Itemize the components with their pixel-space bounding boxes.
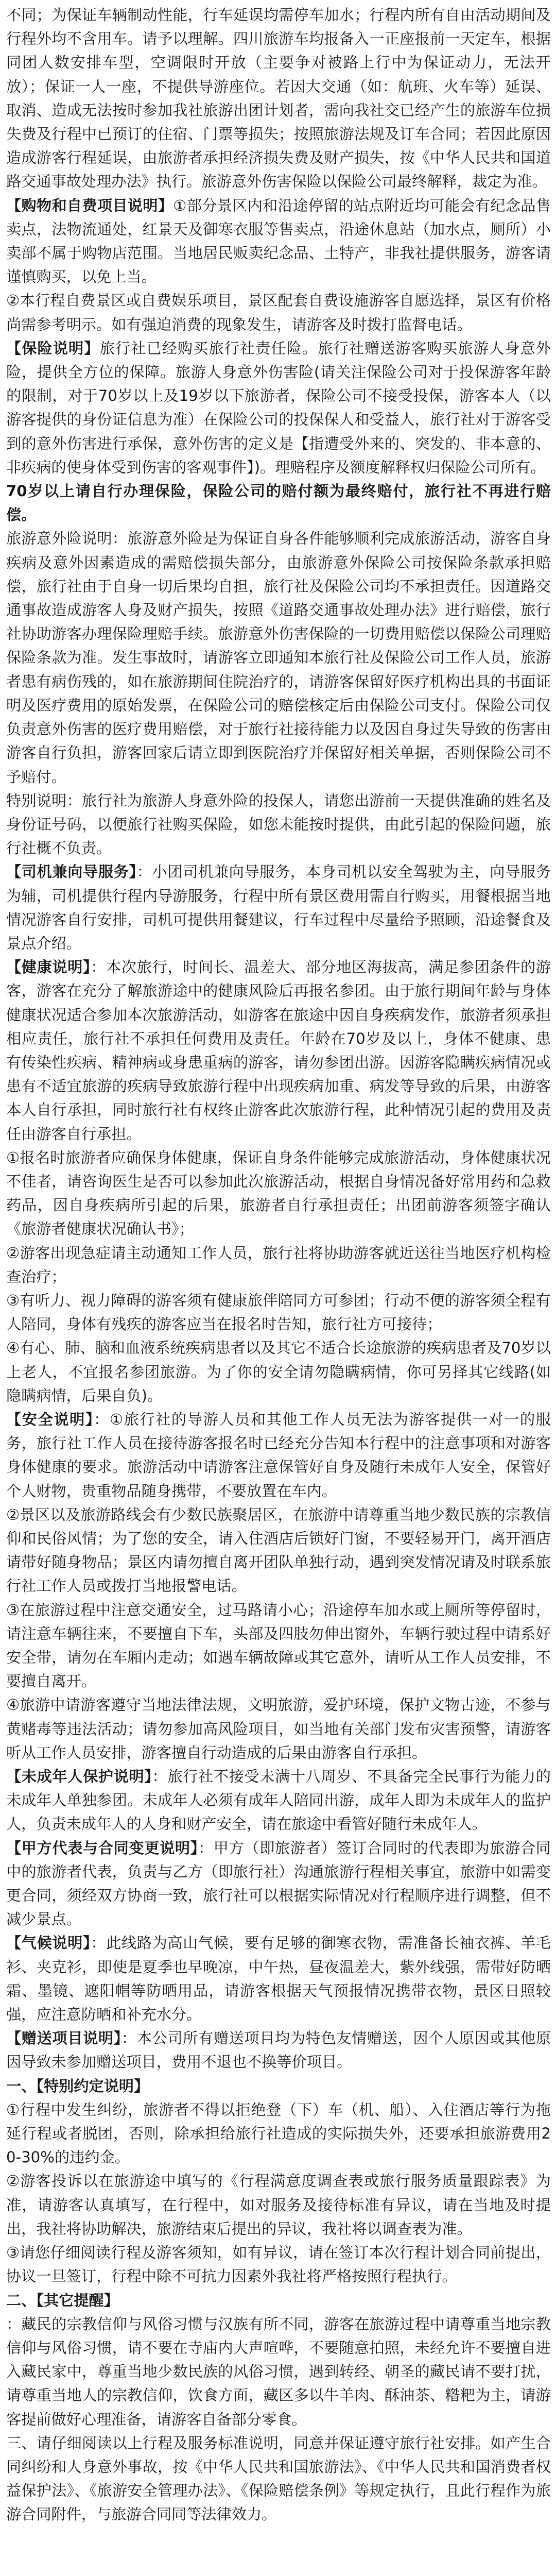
paragraph <box>6 955 551 1146</box>
paragraph-text: 二、【其它提醒】 <box>6 2291 119 2309</box>
paragraph <box>6 2098 551 2170</box>
paragraph-text: ②游客投诉以在旅游途中填写的《行程满意度调查表或旅行服务质量跟踪表》为准，请游客认真填写，在行程中，如对服务及接待标准有异议，请在当地及时提出，我社将协助解决，旅游结束后提出的异议，我社将以调查表为准。 <box>6 2172 551 2238</box>
paragraph <box>6 2074 551 2098</box>
section-heading: 【保险说明】 <box>6 339 100 357</box>
section-heading: 【安全说明】 <box>6 1410 94 1428</box>
paragraph <box>6 1336 551 1408</box>
section-heading: 【未成年人保护说明】 <box>6 1768 152 1786</box>
paragraph <box>6 336 551 479</box>
paragraph-text: ：小团司机兼向导服务，本身司机以安全驾驶为主，向导服务为辅，司机提供行程内导游服务，行程中所有景区费用需自行购买，用餐根据当地情况游客自行安排，司机可提供用餐建议，行车过程中尽量给予照顾，沿途餐食及景点介绍。 <box>6 863 551 952</box>
section-heading: 【健康说明】 <box>6 958 91 976</box>
paragraph <box>6 1146 551 1241</box>
paragraph-text: ②景区以及旅游路线会有少数民族聚居区，在旅游中请尊重当地少数民族的宗教信仰和民俗风情；为了您的安全，请入住酒店后锁好门窗，不要轻易开门，离开酒店请带好随身物品；景区内请勿擅自离开团队单独行动，遇到突发情况请及时联系旅行社工作人员或拨打当地报警电话。 <box>6 1505 551 1595</box>
paragraph-text: ：本次旅行，时间长、温差大、部分地区海拔高，满足参团条件的游客，游客在充分了解旅游途中的健康风险后再报名参团。由于旅行期间年龄与身体健康状况适合参加本次旅游活动，如游客在旅途中因自身疾病发作，旅游者须承担相应责任，旅行社不承担任何费用及责任。年龄在70岁及以上，身体不健康、患有传染性疾病、精神病或身患重病的游客，请勿参团出游。因游客隐瞒疾病情况或患有不适宜旅游的疾病导致旅游行程中出现疾病加重、病发等导致的后果，由游客本人自行承担，同时旅行社有权终止游客此次旅游行程，此种情况引起的费用及责任由游客自行承担。 <box>6 958 551 1143</box>
paragraph-text: ：本公司所有赠送项目均为特色友情赠送，因个人原因或其他原因导致未参加赠送项目，费用不退也不换等价项目。 <box>6 2029 551 2071</box>
paragraph-text: ③有听力、视力障碍的游客须有健康旅伴陪同方可参团；行动不便的游客须全程有人陪同，身体有残疾的游客应当在报名时告知，旅行社方可接待； <box>6 1291 551 1333</box>
paragraph-text: 三、请仔细阅读以上行程及服务标准说明，同意并保证遵守旅行社安排。如产生合同纠纷和人身意外事故，按《中华人民共和国旅游法》、《中华人民共和国消费者权益保护法》、《旅游安全管理办法》、《保险赔偿条例》等规定执行，且此行程作为旅游合同附件，与旅游合同同等法律效力。 <box>6 2434 551 2523</box>
paragraph <box>6 2169 551 2241</box>
paragraph-text: ②本行程自费景区或自费娱乐项目，景区配套自费设施游客自愿选择，景区有价格尚需参考明示。如有强迫消费的现象发生，请游客及时拨打监督电话。 <box>6 292 551 333</box>
section-heading: 【司机兼向导服务】 <box>6 863 137 881</box>
section-heading: 【甲方代表与合同变更说明】 <box>6 1839 198 1857</box>
paragraph <box>6 1765 551 1836</box>
paragraph-text: ④有心、肺、脑和血液系统疾病患者以及其它不适合长途旅游的疾病患者及70岁以上老人，不宜报名参团旅游。为了你的安全请勿隐瞒病情，你可另择其它线路(如隐瞒病情，后果自负)。 <box>6 1339 551 1404</box>
paragraph <box>6 3 551 194</box>
paragraph <box>6 2289 551 2312</box>
paragraph-text: 旅游意外险说明：旅游意外险是为保证自身各件能够顺利完成旅游活动，游客自身疾病及意外因素造成的需赔偿损失部分，由旅游意外保险公司按保险条款承担赔偿，旅行社由于自身一切后果均自担，旅行社及保险公司均不承担责任。因道路交通事故造成游客人身及财产损失，按照《道路交通事故处理办法》进行赔偿，旅行社协助游客办理保险理赔手续。旅游意外伤害保险的一切费用赔偿以保险公司理赔保险条款为准。发生事故时，请游客立即通知本旅行社及保险公司工作人员，旅游者患有病伤残的，如在旅游期间住院治疗的，请游客保留好医疗机构出具的书面证明及医疗费用的原始发票，在保险公司的赔偿核定后由保险公司支付。保险公司仅负责意外伤害的医疗费用赔偿，对于旅行社接待能力以及因自身过失导致的伤害由游客自行负担，游客回家后请立即到医院治疗并保留好相关单据，否则保险公司不予赔付。 <box>6 530 551 786</box>
paragraph <box>6 860 551 955</box>
paragraph <box>6 1693 551 1765</box>
paragraph-text: ③在旅游过程中注意交通安全，过马路请小心；沿途停车加水或上厕所等停留时，请注意车辆往来，不要擅自下车，头部及四肢勿伸出窗外，车辆行驶过程中请系好安全带，请勿在车厢内走动；如遇车辆故障或其它意外，请听从工作人员安排，不要擅自离开。 <box>6 1601 551 1690</box>
paragraph-text: ①行程中发生纠纷，旅游者不得以拒绝登（下）车（机、船）、入住酒店等行为拖延行程或者脱团，否则，除承担给旅行社造成的实际损失外，还要承担旅游费用20-30%的违约金。 <box>6 2100 551 2166</box>
paragraph <box>6 1836 551 1931</box>
section-heading: 【购物和自费项目说明】 <box>6 196 173 214</box>
paragraph-text: 一、【特别约定说明】 <box>6 2077 149 2095</box>
paragraph <box>6 479 551 527</box>
paragraph-text: 特别说明：旅行社为旅游人身意外险的投保人，请您出游前一天提供准确的姓名及身份证号码，以便旅行社购买保险，如您未能按时提供，由此引起的保险问题，旅行社概不负责。 <box>6 791 551 857</box>
paragraph <box>6 194 551 289</box>
paragraph-text: ：①旅行社的导游人员和其他工作人员无法为游客提供一对一的服务，旅行社工作人员在接待游客报名时已经充分告知本行程中的注意事项和对游客身体健康的要求。旅游活动中请游客注意保管好自身及随行未成年人安全，保管好个人财物，贵重物品随身携带，不要放置在车内。 <box>6 1410 551 1500</box>
paragraph-text: ：此线路为高山气候，要有足够的御寒衣物，需准备长袖衣裤、羊毛衫、夹克衫，即使是夏季也早晚凉，中午热，昼夜温差大，紫外线强，需带好防晒霜、墨镜、遮阳帽等防晒用品，请游客根据天气预报情况携带衣物，景区日照较强，应注意防晒和补充水分。 <box>6 1934 551 2024</box>
paragraph <box>6 1598 551 1693</box>
paragraph-text: 不同；为保证车辆制动性能，行车延误均需停车加水；行程内所有自由活动期间及行程外均不含用车。请予以理解。四川旅游车均报备入一正座报前一天定车，根据同团人数安排车型，空调限时开放（主要争对被路上行中为保证动力，无法开放）；保证一人一座，不提供导游座位。若因大交通（如：航班、火车等）延误、取消、造成无法按时参加我社旅游出团计划者，需向我社交已经产生的旅游车位损失费及行程中已预订的住宿、门票等损失；按照旅游法规及订车合同；若因此原因造成游客行程延误，由旅游者承担经济损失费及财产损失，按《中华人民共和国道路交通事故处理办法》执行。旅游意外伤害保险以保险公司最终解释，裁定为准。 <box>6 6 551 191</box>
paragraph-text: ①部分景区内和沿途停留的站点附近均可能会有纪念品售卖点，法物流通处，红景天及御寒衣服等售卖点，沿途休息站（加水点，厕所）小卖部不属于购物店范围。当地居民贩卖纪念品、土特产，非我社提供服务，游客请谨慎购买，以免上当。 <box>6 196 551 286</box>
paragraph <box>6 1931 551 2026</box>
paragraph <box>6 527 551 788</box>
paragraph-text: ：甲方（即旅游者）签订合同时的代表即为旅游合同中的旅游者代表，负责与乙方（即旅行社）沟通旅游行程相关事宜，旅游中如需变更合同，须经双方协商一致，旅行社可以根据实际情况对行程顺序进行调整，但不减少景点。 <box>6 1839 551 1928</box>
paragraph <box>6 2241 551 2288</box>
paragraph-text: ：藏民的宗教信仰与风俗习惯与汉族有所不同，游客在旅游过程中请尊重当地宗教信仰与风俗习惯，请不要在寺庙内大声喧哗，不要随意拍照，未经允许不要擅自进入藏民家中，尊重当地少数民族的风俗习惯，遇到转经、朝圣的藏民请不要打扰，请尊重当地人的宗教信仰，饮食方面，藏区多以牛羊肉、酥油茶、糌粑为主，请游客提前做好心理准备，请游客自备部分零食。 <box>6 2315 551 2428</box>
paragraph-text: 70岁以上请自行办理保险，保险公司的赔付额为最终赔付，旅行社不再进行赔偿。 <box>6 482 551 524</box>
paragraph <box>6 789 551 860</box>
paragraph-text: ：旅行社不接受未满十八周岁、不具备完全民事行为能力的未成年人单独参团。未成年人必须有成年人陪同出游，成年人即为未成年人的监护人，负责未成年人的人身和财产安全，请在旅途中看管好随行未成年人。 <box>6 1768 551 1833</box>
paragraph <box>6 1241 551 1289</box>
paragraph-text: ④旅游中请游客遵守当地法律法规，文明旅游，爱护环境，保护文物古迹，不参与黄赌毒等违法活动；请勿参加高风险项目，如当地有关部门发布灾害预警，请游客听从工作人员安排，游客擅自行动造成的后果由游客自行承担。 <box>6 1696 551 1761</box>
section-heading: 【气候说明】 <box>6 1934 91 1952</box>
paragraph <box>6 1408 551 1503</box>
paragraph <box>6 1289 551 1336</box>
paragraph <box>6 2312 551 2431</box>
section-heading: 【赠送项目说明】 <box>6 2029 121 2047</box>
paragraph <box>6 1503 551 1598</box>
paragraph <box>6 2431 551 2527</box>
paragraph-text: ②游客出现急症请主动通知工作人员，旅行社将协助游客就近送往当地医疗机构检查治疗； <box>6 1244 551 1285</box>
paragraph <box>6 289 551 336</box>
paragraph <box>6 2026 551 2074</box>
paragraph-text: ③请您仔细阅读行程及游客须知，如有异议，请在签订本次行程计划合同前提出，协议一旦签订，行程中除不可抗力因素外我社将严格按照行程执行。 <box>6 2244 551 2285</box>
paragraph-text: 旅行社已经购买旅行社责任险。旅行社赠送游客购买旅游人身意外险，提供全方位的保障。旅游人身意外伤害险(请关注保险公司对于投保游客年龄的限制，对于70岁以上及19岁以下旅游者，保险公司不接受投保，游客本人（以游客提供的身份证信息为准）在保险公司的投保保人和受益人，旅行社对于游客受到的意外伤害进行承保，意外伤害的定义是【指遭受外来的、突发的、非本意的、非疾病的使身体受到伤害的客观事件】)。理赔程序及额度解释权归保险公司所有。 <box>6 339 551 476</box>
paragraph-text: ①报名时旅游者应确保身体健康，保证自身条件能够完成旅游活动，身体健康状况不佳者，请咨询医生是否可以参加此次旅游活动，根据自身情况备好常用药和急救药品，因自身疾病所引起的后果，旅游者自行承担责任；出团前游客须签字确认《旅游者健康状况确认书》； <box>6 1148 551 1238</box>
